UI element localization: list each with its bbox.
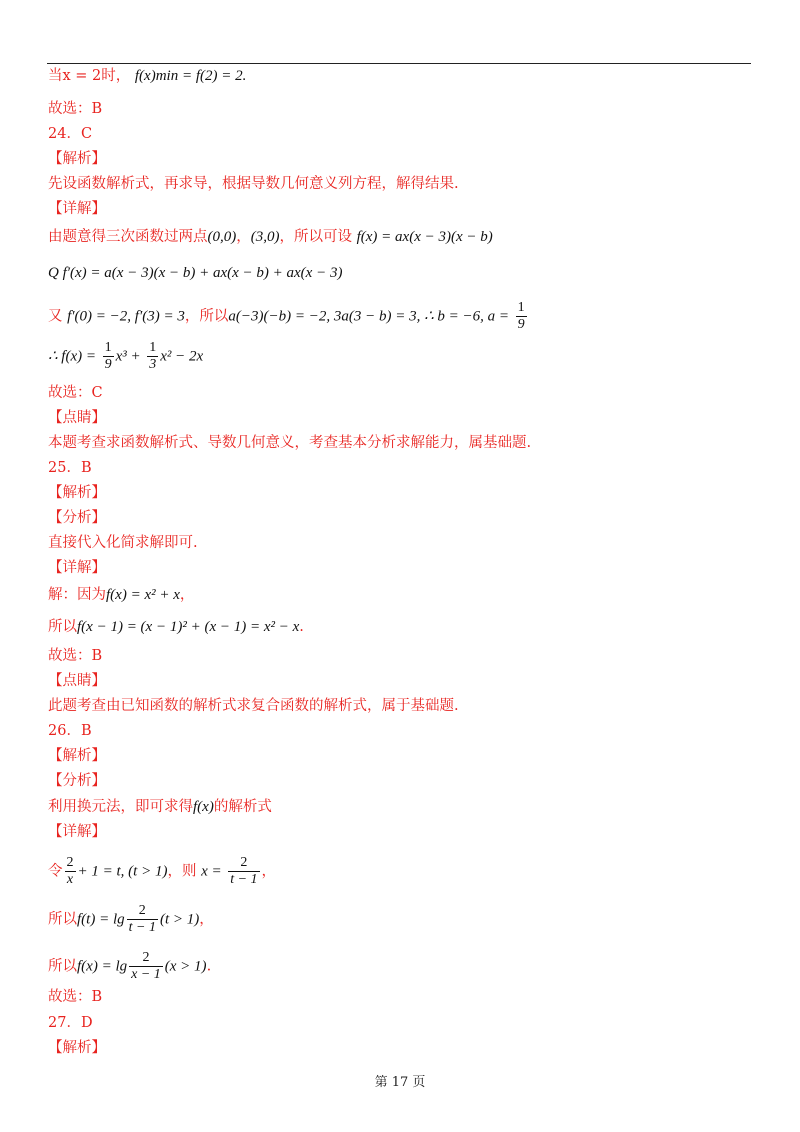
line-9-text-b: ，所以	[184, 308, 229, 325]
line-27-text-a: 利用换元法，即可求得	[48, 799, 193, 815]
line-27-math: f(x)	[193, 799, 214, 815]
line-19-text-a: 解：因为	[48, 587, 106, 603]
line-30	[48, 903, 214, 936]
line-30-text-a: 所以	[48, 911, 77, 928]
question-24-answer: 24．C	[48, 126, 93, 142]
frac-den: t − 1	[128, 920, 156, 935]
line-30-text-b: ，	[199, 911, 214, 928]
line-7-text-c: ，所以可设	[279, 229, 352, 245]
line-8	[48, 263, 342, 283]
frac-den: x	[66, 872, 74, 887]
section-heading: 【解析】	[48, 151, 106, 167]
line-9-math-1: f′(0) = −2, f′(3) = 3	[67, 308, 185, 325]
line-29-fraction-2	[228, 855, 259, 888]
section-heading: 【点睛】	[48, 673, 106, 689]
frac-den: 3	[149, 357, 157, 372]
line-29-text-a: 令	[48, 863, 63, 880]
line-10-math-a: ∴ f(x) =	[48, 348, 96, 365]
line-7-text-a: 由题意得三次函数过两点	[48, 229, 208, 245]
line-20	[48, 617, 304, 637]
question-26-answer: 26．B	[48, 723, 92, 739]
line-31	[48, 950, 211, 983]
line-29-text-b: ，则	[167, 863, 197, 880]
line-7	[48, 227, 493, 247]
section-heading: 【分析】	[48, 510, 106, 526]
line-31-math: f(x) = lg	[77, 958, 128, 975]
line-29	[48, 855, 276, 888]
line-10-math-b: x³ +	[115, 348, 141, 365]
page-number: 第 17 页	[374, 1075, 426, 1090]
line-19	[48, 585, 194, 605]
frac-num: 2	[127, 903, 158, 920]
line-8-math: Q f′(x) = a(x − 3)(x − b) + ax(x − b) + ax(x − 3)	[48, 265, 343, 281]
line-29-math-2: x =	[201, 863, 222, 880]
line-10-fraction-2	[147, 340, 158, 373]
question-25-answer: 25．B	[48, 460, 92, 476]
line-30-fraction	[127, 903, 158, 936]
line-29-fraction-1	[65, 855, 76, 888]
section-heading: 【解析】	[48, 748, 106, 764]
header-rule	[47, 63, 751, 64]
frac-num: 1	[149, 340, 157, 355]
line-10	[48, 340, 203, 373]
answer-line: 故选：C	[48, 385, 103, 401]
line-29-text-c: ，	[261, 863, 277, 880]
line-1-text: 当x = 2时，	[48, 68, 131, 84]
line-9-text-a: 又	[48, 308, 63, 325]
line-7-math-3: f(x) = ax(x − 3)(x − b)	[356, 229, 493, 245]
frac-num: 1	[104, 340, 112, 355]
line-10-fraction-1	[103, 340, 114, 373]
section-heading: 【分析】	[48, 773, 106, 789]
answer-line: 故选：B	[48, 101, 103, 117]
line-1	[48, 66, 246, 86]
section-heading: 【解析】	[48, 1040, 106, 1056]
paragraph: 此题考查由已知函数的解析式求复合函数的解析式，属于基础题.	[48, 698, 459, 714]
paragraph: 直接代入化简求解即可.	[48, 535, 198, 551]
line-30-math: f(t) = lg	[77, 911, 125, 928]
frac-num: 1	[517, 300, 525, 315]
frac-num: 2	[228, 855, 259, 872]
line-7-math-2: (3,0)	[250, 229, 280, 245]
section-heading: 【点睛】	[48, 410, 106, 426]
section-heading: 【详解】	[48, 560, 106, 576]
frac-den: 9	[517, 317, 525, 332]
line-19-text-b: ，	[179, 587, 195, 603]
frac-num: 2	[129, 950, 163, 967]
line-10-math-c: x² − 2x	[160, 348, 204, 365]
frac-den: 9	[104, 357, 112, 372]
line-31-fraction	[129, 950, 163, 983]
line-9-fraction	[516, 300, 527, 333]
line-19-math: f(x) = x² + x	[106, 587, 180, 603]
section-heading: 【详解】	[48, 824, 106, 840]
line-31-text-a: 所以	[48, 958, 77, 975]
line-9	[48, 300, 529, 333]
line-1-math: f(x)min = f(2) = 2.	[134, 68, 247, 84]
line-20-text-a: 所以	[48, 619, 77, 635]
line-9-math-2: a(−3)(−b) = −2, 3a(3 − b) = 3, ∴ b = −6, a =	[228, 308, 509, 325]
line-7-text-b: ，	[236, 229, 251, 245]
line-31-math-2: (x > 1)	[164, 958, 207, 975]
question-27-answer: 27．D	[48, 1015, 93, 1031]
answer-line: 故选：B	[48, 989, 103, 1005]
line-30-math-2: (t > 1)	[159, 911, 200, 928]
frac-den: x − 1	[131, 967, 161, 982]
line-20-text-b: .	[299, 619, 304, 635]
paragraph: 本题考查求函数解析式、导数几何意义，考查基本分析求解能力，属基础题.	[48, 435, 532, 451]
line-20-math: f(x − 1) = (x − 1)² + (x − 1) = x² − x	[77, 619, 300, 635]
line-27-text-b: 的解析式	[213, 799, 272, 815]
line-27	[48, 797, 272, 817]
paragraph: 先设函数解析式，再求导，根据导数几何意义列方程，解得结果.	[48, 176, 459, 192]
frac-den: t − 1	[230, 872, 258, 887]
line-31-text-b: .	[206, 958, 212, 975]
frac-num: 2	[66, 855, 74, 870]
answer-line: 故选：B	[48, 648, 103, 664]
section-heading: 【详解】	[48, 201, 106, 217]
section-heading: 【解析】	[48, 485, 106, 501]
line-29-math: + 1 = t, (t > 1)	[77, 863, 168, 880]
line-7-math-1: (0,0)	[207, 229, 237, 245]
